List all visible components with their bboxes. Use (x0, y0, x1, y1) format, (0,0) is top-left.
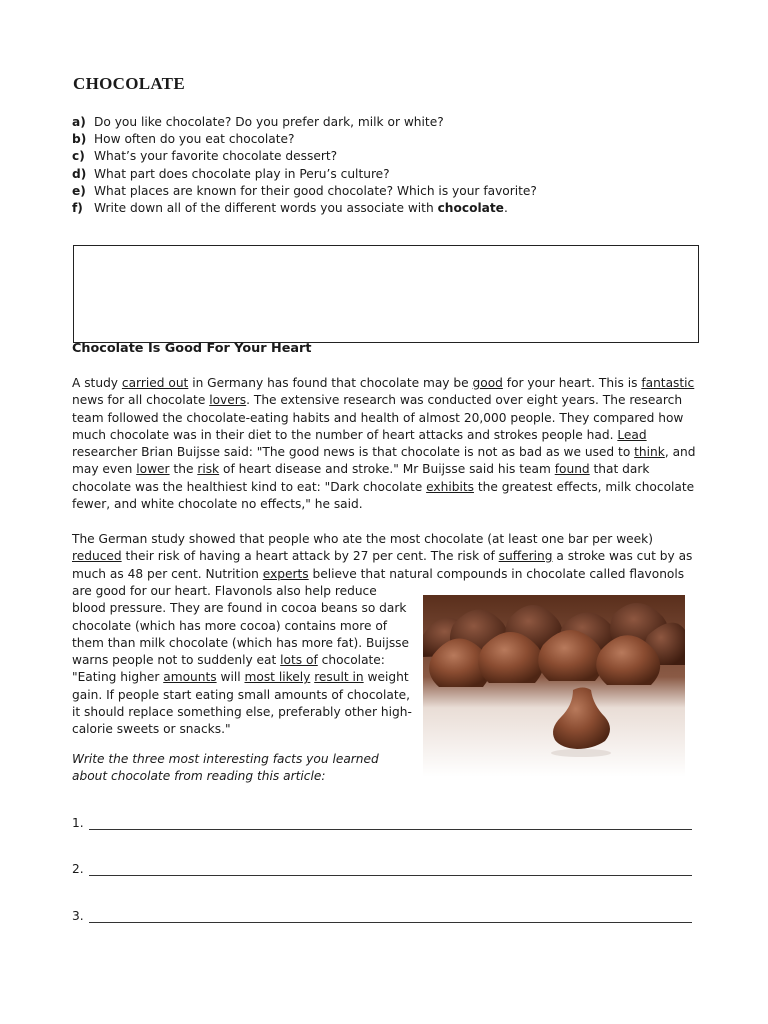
vocabulary-word: found (554, 462, 590, 477)
vocabulary-word: lovers (209, 393, 247, 408)
page-title: CHOCOLATE (73, 74, 185, 93)
chocolate-chips-illustration (423, 595, 685, 777)
answer-line-2[interactable] (72, 862, 692, 880)
paragraph-text: the (169, 462, 198, 477)
question-d (72, 166, 712, 183)
paragraph-text: that dark chocolate was the healthiest kind to eat: "Dark chocolate (72, 462, 650, 494)
answer-number: 1. (72, 816, 84, 830)
paragraph-text: will (216, 670, 245, 685)
paragraph-text: news for all chocolate (72, 393, 210, 408)
chocolate-chips-photo (423, 595, 685, 777)
question-keyword: chocolate (437, 201, 504, 216)
question-letter: f) (72, 201, 83, 216)
question-letter: e) (72, 183, 86, 198)
article-paragraph-1 (72, 375, 696, 513)
paragraph-text: their risk of having a heart attack by 27 per cent. The risk of (121, 549, 499, 564)
paragraph-text: a stroke was cut by as much as 48 per cent. Nutrition (72, 549, 693, 581)
question-text: What’s your favorite chocolate dessert? (94, 149, 338, 164)
word-association-box[interactable] (73, 245, 699, 343)
question-text: What part does chocolate play in Peru’s culture? (94, 166, 390, 181)
question-letter: a) (72, 115, 86, 129)
vocabulary-word: suffering (498, 549, 553, 564)
question-text: Do you like chocolate? Do you prefer dark, milk or white? (94, 115, 444, 129)
vocabulary-word: exhibits (426, 479, 474, 494)
paragraph-text: chocolate: "Eating higher (72, 653, 385, 685)
question-letter: c) (72, 149, 85, 164)
vocabulary-word: think (634, 445, 665, 460)
vocabulary-word: experts (262, 566, 309, 581)
paragraph-text: , and may even (72, 445, 696, 477)
question-b (72, 131, 712, 148)
answer-number: 3. (72, 909, 84, 923)
paragraph-text: . The extensive research was conducted over eight years. The research team followed the chocolate-eating habits and health of almost 20,000 people. They compared how much chocolate was in their diet to the number of heart attacks and strokes people had. (72, 393, 684, 442)
paragraph-text: the greatest effects, milk chocolate fewer, and white chocolate no effects," he said. (72, 479, 695, 512)
paragraph-text: weight gain. If people start eating small amounts of chocolate, it should replace something else, preferably other high-calorie sweets or snacks." (72, 670, 412, 737)
question-c (72, 148, 712, 165)
paragraph-text: The German study showed that people who ate the most chocolate (at least one bar per week) (72, 532, 653, 546)
vocabulary-word: fantastic (641, 376, 695, 390)
vocabulary-word: risk (197, 462, 220, 477)
vocabulary-word: result in (314, 670, 364, 685)
article-title: Chocolate Is Good For Your Heart (72, 341, 312, 356)
answer-rule (89, 829, 692, 830)
question-letter: b) (72, 132, 87, 147)
vocabulary-word: lots of (280, 653, 318, 668)
question-a (72, 114, 712, 131)
answer-rule (89, 875, 692, 876)
vocabulary-word: good (472, 376, 503, 390)
question-f (72, 200, 712, 217)
answer-line-1[interactable] (72, 816, 692, 834)
question-text: How often do you eat chocolate? (94, 132, 295, 147)
question-e (72, 183, 712, 200)
question-text: Write down all of the different words you associate with (94, 201, 438, 216)
question-end: . (503, 201, 508, 216)
paragraph-text: for your heart. This is (502, 376, 642, 390)
question-letter: d) (72, 166, 87, 181)
answer-line-3[interactable] (72, 909, 692, 927)
article-paragraph-3 (72, 583, 414, 739)
answer-rule (89, 922, 692, 923)
vocabulary-word: reduced (72, 549, 122, 564)
paragraph-text: researcher Brian Buijsse said: "The good news is that chocolate is not as bad as we used to (72, 445, 635, 460)
vocabulary-word: amounts (163, 670, 217, 685)
question-list (72, 114, 712, 217)
paragraph-text: A study (72, 376, 122, 390)
paragraph-text: of heart disease and stroke." Mr Buijsse said his team (219, 462, 555, 477)
vocabulary-word: most likely (244, 670, 311, 685)
paragraph-text: in Germany has found that chocolate may be (188, 376, 473, 390)
answer-number: 2. (72, 862, 84, 876)
question-text: What places are known for their good chocolate? Which is your favorite? (94, 183, 537, 198)
paragraph-text: are good for our heart. Flavonols also help reduce blood pressure. They are found in cocoa beans so dark chocolate (which has more cocoa) contains more of them than milk chocolate (which has more fat). Buijsse warns people not to suddenly eat (72, 584, 410, 668)
paragraph-text: believe that natural compounds in chocolate called flavonols (308, 566, 685, 581)
vocabulary-word: carried out (121, 376, 189, 390)
vocabulary-word: Lead (617, 427, 647, 442)
article-paragraph-2 (72, 531, 696, 583)
instruction-text: Write the three most interesting facts you learned about chocolate from reading this article: (72, 752, 379, 784)
vocabulary-word: lower (136, 462, 170, 477)
